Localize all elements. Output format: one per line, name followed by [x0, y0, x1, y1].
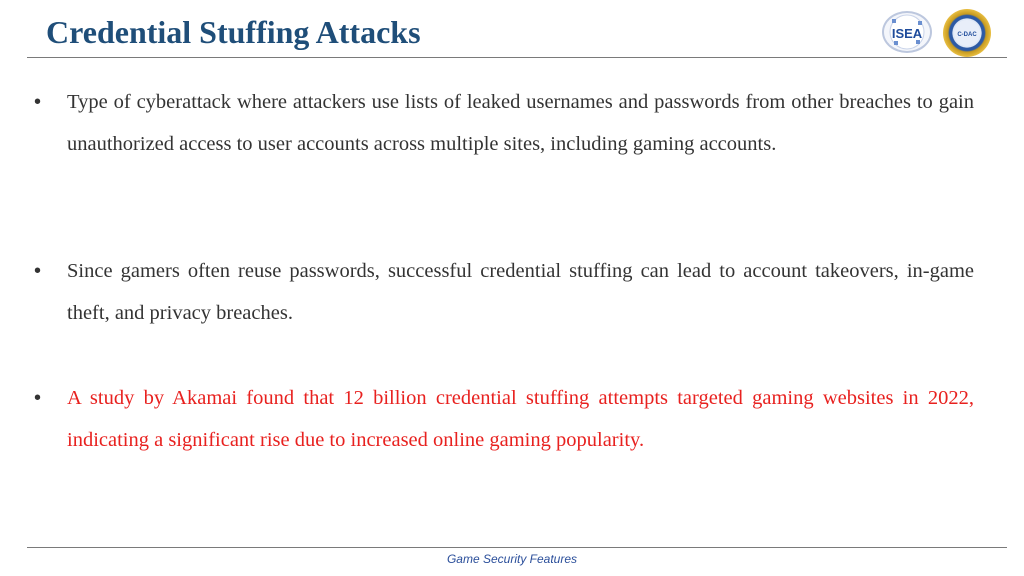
page-title: Credential Stuffing Attacks: [46, 14, 421, 50]
bullet-marker: •: [34, 91, 42, 113]
bullet-text-highlight: A study by Akamai found that 12 billion credential stuffing attempts targeted gaming websites in 2022, indicating a significant rise due to increased online gaming popularity.: [67, 387, 974, 451]
bullet-marker: •: [34, 387, 42, 409]
bullet-marker: •: [34, 260, 42, 282]
footer-text: Game Security Features: [446, 552, 578, 566]
bullet-text: Since gamers often reuse passwords, successful credential stuffing can lead to account takeovers, in-game theft, and privacy breaches.: [67, 260, 974, 324]
footer-divider: [27, 547, 1007, 548]
bullet-text: Type of cyberattack where attackers use lists of leaked usernames and passwords from other breaches to gain unauthorized access to user accounts across multiple sites, including gaming accounts.: [67, 91, 974, 155]
cdac-logo-text: C-DAC: [957, 32, 977, 38]
isea-logo-text: ISEA: [891, 26, 923, 41]
